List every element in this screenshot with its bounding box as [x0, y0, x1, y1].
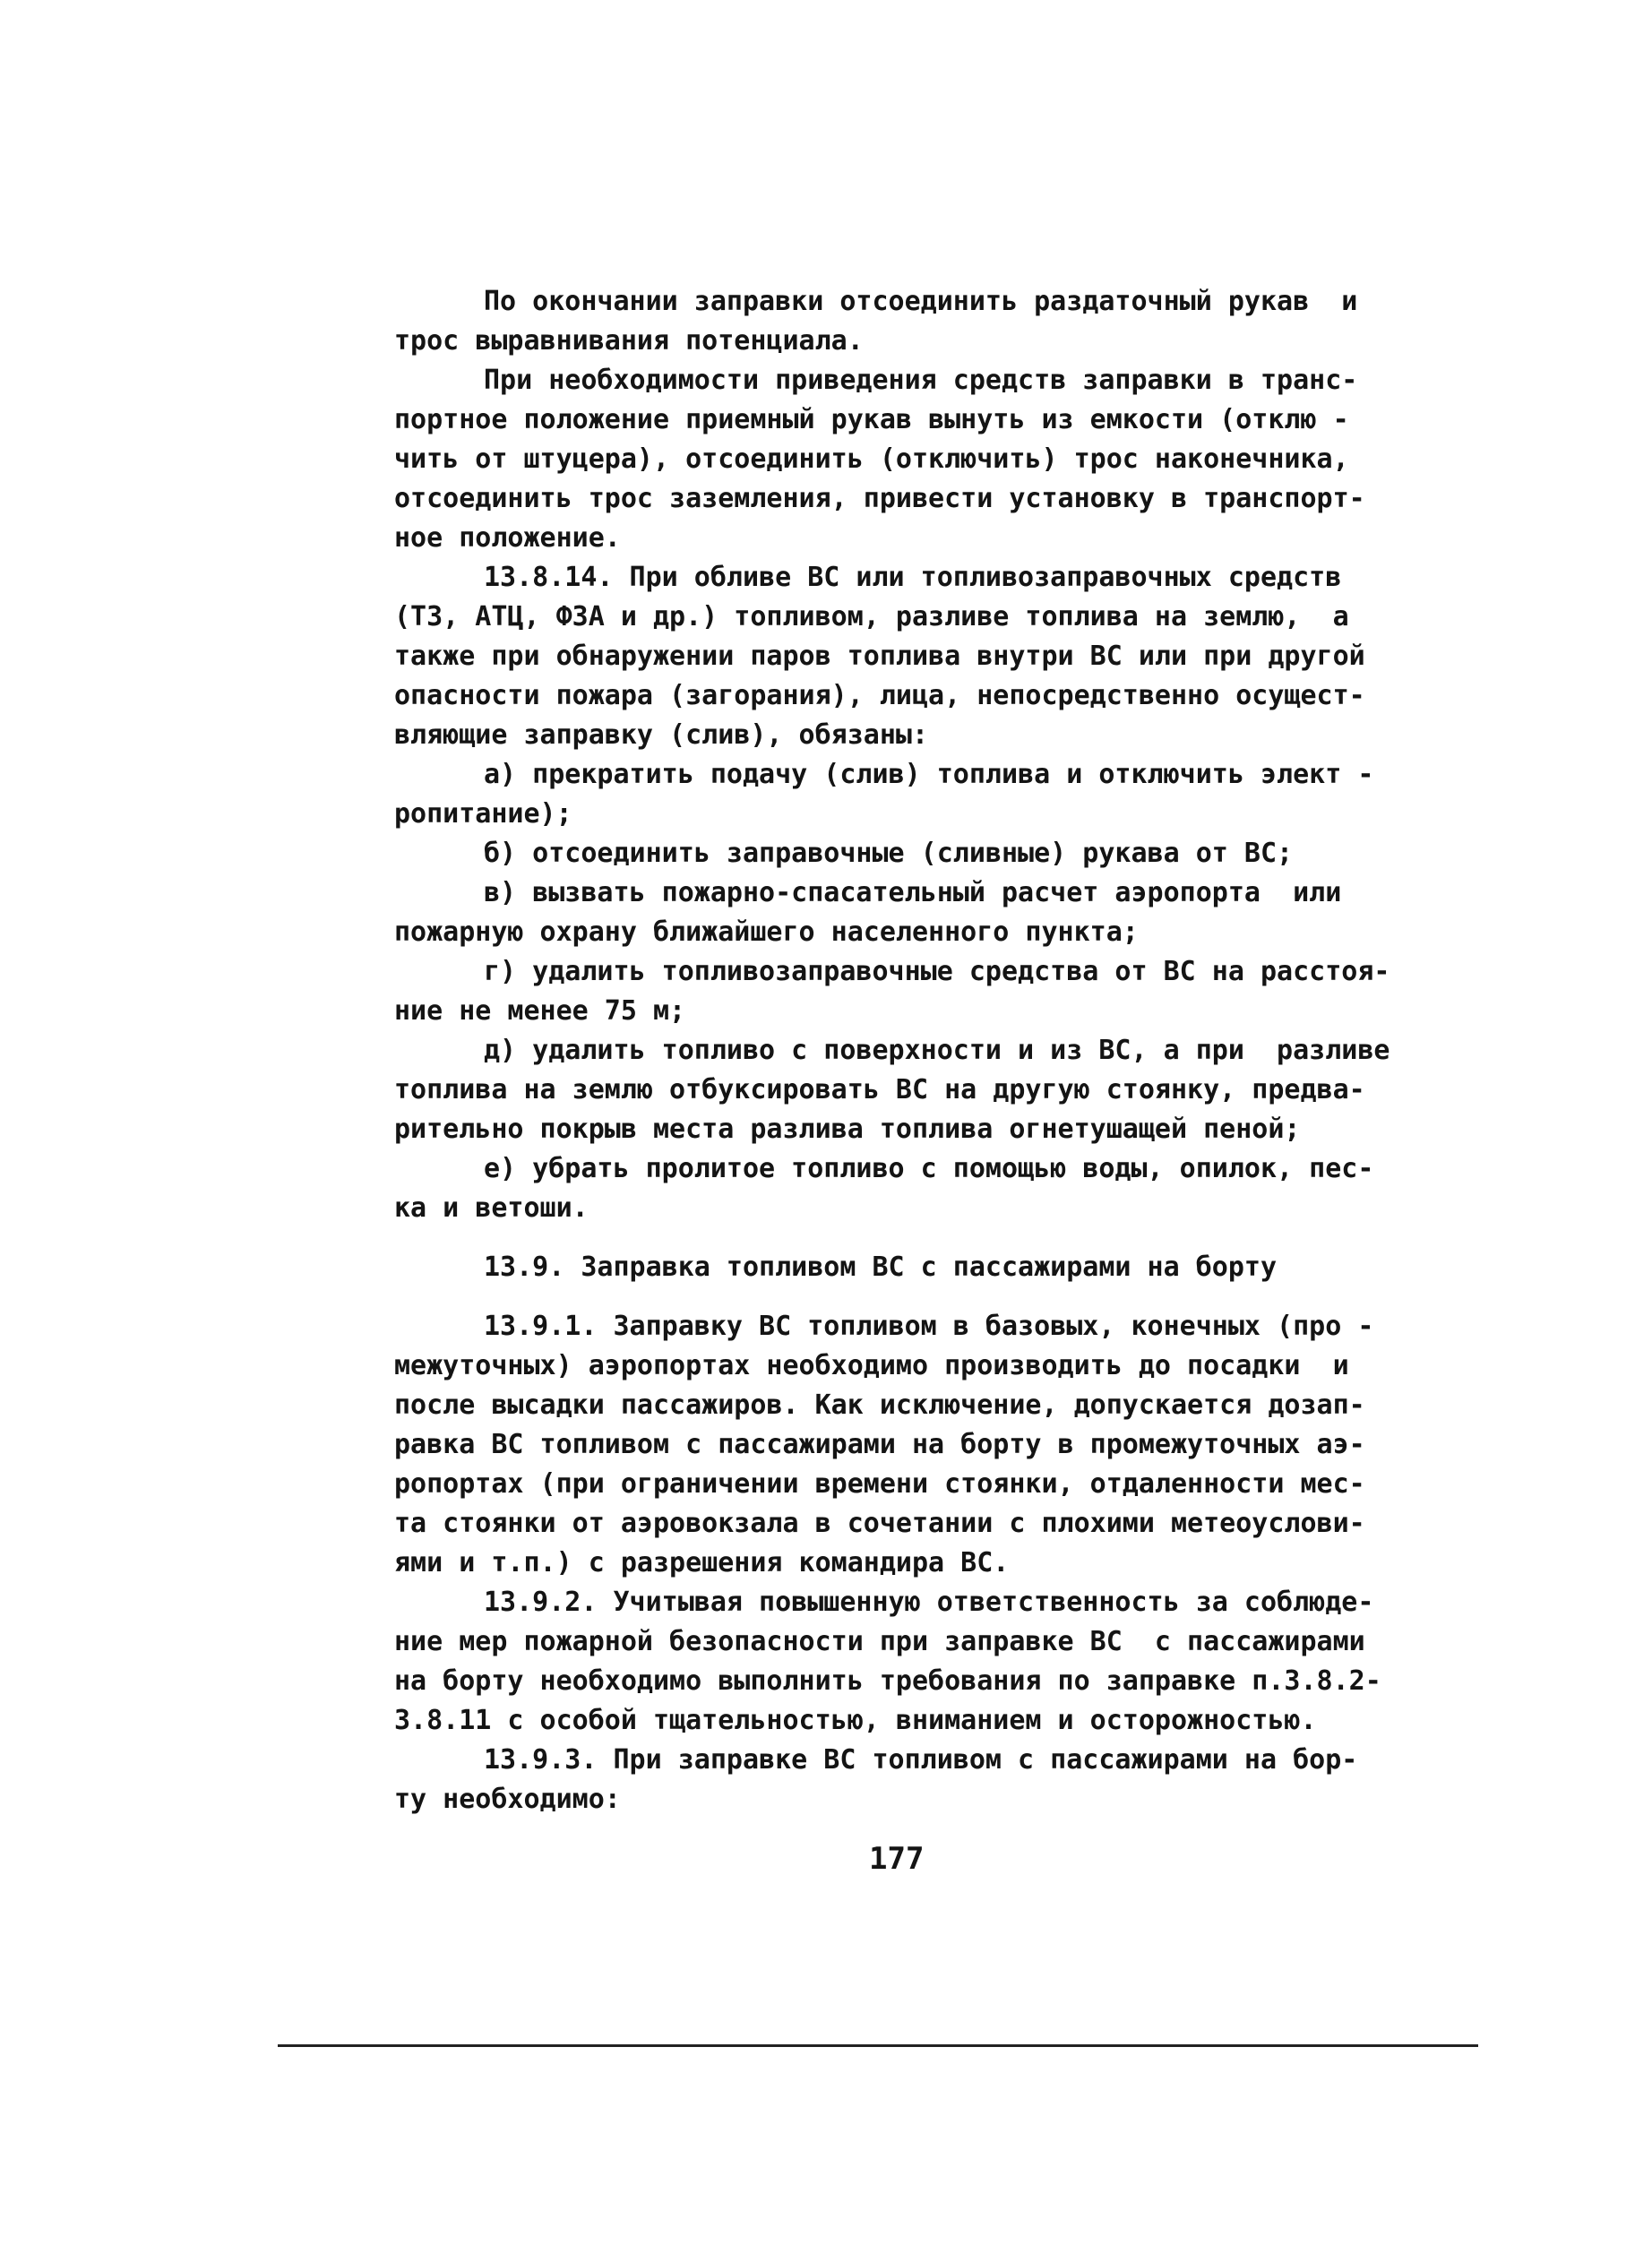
text-line: 13.9.3. При заправке ВС топливом с пассажирами на бор- — [484, 1744, 1358, 1776]
text-line: е) убрать пролитое топливо с помощью воды, опилок, пес- — [484, 1153, 1374, 1184]
text-line: При необходимости приведения средств заправки в транс- — [484, 365, 1358, 396]
text-line: ние мер пожарной безопасности при заправке ВС с пассажирами — [394, 1626, 1365, 1657]
text-line: ное положение. — [394, 522, 621, 554]
text-line: та стоянки от аэровокзала в сочетании с плохими метеоуслови- — [394, 1508, 1365, 1539]
page-number: 177 — [869, 1841, 925, 1877]
text-line: после высадки пассажиров. Как исключение, допускается дозап- — [394, 1389, 1365, 1421]
bottom-rule — [278, 2044, 1478, 2047]
text-line: б) отсоединить заправочные (сливные) рукава от ВС; — [484, 838, 1294, 869]
text-line: пожарную охрану ближайшего населенного пункта; — [394, 916, 1139, 948]
text-line: чить от штуцера), отсоединить (отключить) трос наконечника, — [394, 443, 1349, 475]
text-line: 13.9.2. Учитывая повышенную ответственность за соблюде- — [484, 1587, 1374, 1618]
text-line: ями и т.п.) с разрешения командира ВС. — [394, 1547, 1010, 1578]
text-line: а) прекратить подачу (слив) топлива и отключить элект - — [484, 759, 1374, 790]
text-line: портное положение приемный рукав вынуть из емкости (отклю - — [394, 404, 1349, 435]
text-line: 13.9.1. Заправку ВС топливом в базовых, конечных (про - — [484, 1311, 1374, 1342]
text-line: ропитание); — [394, 798, 572, 830]
text-line: межуточных) аэропортах необходимо производить до посадки и — [394, 1350, 1349, 1381]
text-line: ка и ветоши. — [394, 1192, 589, 1224]
text-line: опасности пожара (загорания), лица, непосредственно осущест- — [394, 680, 1365, 711]
text-line: рительно покрыв места разлива топлива огнетушащей пеной; — [394, 1114, 1301, 1145]
text-line: ропортах (при ограничении времени стоянки, отдаленности мес- — [394, 1468, 1365, 1500]
text-line: (ТЗ, АТЦ, ФЗА и др.) топливом, разливе топлива на землю, а — [394, 601, 1349, 632]
text-line: вляющие заправку (слив), обязаны: — [394, 719, 929, 751]
text-line: топлива на землю отбуксировать ВС на другую стоянку, предва- — [394, 1074, 1365, 1105]
text-line: равка ВС топливом с пассажирами на борту в промежуточных аэ- — [394, 1429, 1365, 1460]
text-line: отсоединить трос заземления, привести установку в транспорт- — [394, 483, 1365, 514]
text-line: 3.8.11 с особой тщательностью, вниманием и осторожностью. — [394, 1705, 1317, 1736]
text-line: д) удалить топливо с поверхности и из ВС, а при разливе — [484, 1035, 1390, 1066]
text-line: ту необходимо: — [394, 1784, 621, 1815]
text-line: 13.8.14. При обливе ВС или топливозаправочных средств — [484, 562, 1342, 593]
text-line: также при обнаружении паров топлива внутри ВС или при другой — [394, 641, 1365, 672]
page-body — [394, 282, 1407, 1819]
text-line: в) вызвать пожарно-спасательный расчет аэропорта или — [484, 877, 1342, 908]
text-line: г) удалить топливозаправочные средства от ВС на расстоя- — [484, 956, 1390, 987]
section-heading: 13.9. Заправка топливом ВС с пассажирами на борту — [484, 1252, 1278, 1283]
text-line: трос выравнивания потенциала. — [394, 325, 864, 357]
text-line: ние не менее 75 м; — [394, 995, 686, 1027]
text-line: По окончании заправки отсоединить раздаточный рукав и — [484, 286, 1358, 317]
text-line: на борту необходимо выполнить требования по заправке п.3.8.2- — [394, 1665, 1381, 1697]
